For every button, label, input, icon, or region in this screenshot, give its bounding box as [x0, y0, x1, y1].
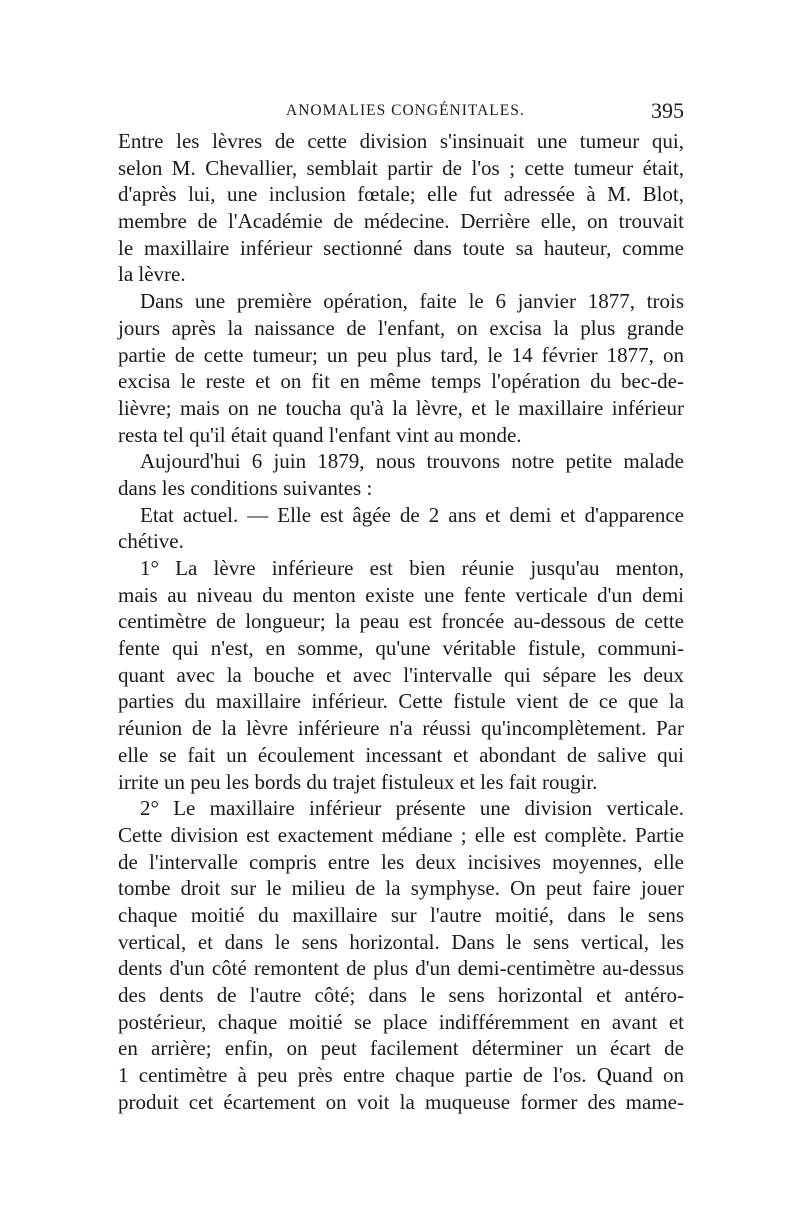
text-line: en arrière; enfin, on peut facilement déterminer un écart de: [118, 1036, 684, 1061]
text-line: Aujourd'hui 6 juin 1879, nous trouvons notre petite malade: [140, 449, 684, 474]
text-line: Dans une première opération, faite le 6 janvier 1877, trois: [140, 289, 684, 314]
text-line: 1 centimètre à peu près entre chaque partie de l'os. Quand on: [118, 1063, 684, 1088]
text-line: elle se fait un écoulement incessant et abondant de salive qui: [118, 742, 684, 767]
text-line: selon M. Chevallier, semblait partir de l'os ; cette tumeur était,: [118, 155, 684, 180]
text-line: de l'intervalle compris entre les deux incisives moyennes, elle: [118, 849, 684, 874]
text-line: Entre les lèvres de cette division s'insinuait une tumeur qui,: [118, 129, 684, 153]
text-line: le maxillaire inférieur sectionné dans toute sa hauteur, comme: [118, 235, 684, 260]
text-line: quant avec la bouche et avec l'intervalle qui sépare les deux: [118, 662, 684, 687]
text-line: partie de cette tumeur; un peu plus tard, le 14 février 1877, on: [118, 342, 684, 367]
text-line: excisa le reste et on fit en même temps l'opération du bec-de-: [118, 369, 684, 394]
text-line: réunion de la lèvre inférieure n'a réussi qu'incomplètement. Par: [118, 716, 684, 741]
text-line: tombe droit sur le milieu de la symphyse. On peut faire jouer: [118, 876, 684, 901]
running-header: [118, 100, 684, 126]
text-line: Etat actuel. — Elle est âgée de 2 ans et demi et d'apparence: [140, 502, 684, 527]
text-line: 1° La lèvre inférieure est bien réunie jusqu'au menton,: [140, 556, 684, 580]
text-line: parties du maxillaire inférieur. Cette fistule vient de ce que la: [118, 689, 684, 714]
text-line: mais au niveau du menton existe une fente verticale d'un demi: [118, 582, 684, 607]
text-line: postérieur, chaque moitié se place indifféremment en avant et: [118, 1009, 684, 1034]
text-line: d'après lui, une inclusion fœtale; elle fut adressée à M. Blot,: [118, 182, 684, 207]
text-line: lièvre; mais on ne toucha qu'à la lèvre, et le maxillaire inférieur: [118, 395, 684, 420]
text-line: fente qui n'est, en somme, qu'une véritable fistule, communi-: [118, 636, 684, 661]
text-line: la lèvre.: [118, 262, 186, 287]
text-line: irrite un peu les bords du trajet fistuleux et les fait rougir.: [118, 769, 598, 794]
text-line: jours après la naissance de l'enfant, on excisa la plus grande: [118, 315, 684, 340]
text-line: membre de l'Académie de médecine. Derrière elle, on trouvait: [118, 209, 684, 234]
body-text: [118, 128, 684, 1115]
text-line: dents d'un côté remontent de plus d'un demi-centimètre au-dessus: [118, 956, 684, 981]
text-line: centimètre de longueur; la peau est froncée au-dessous de cette: [118, 609, 684, 634]
text-line: chétive.: [118, 529, 184, 554]
text-line: des dents de l'autre côté; dans le sens horizontal et antéro-: [118, 983, 684, 1007]
text-line: chaque moitié du maxillaire sur l'autre moitié, dans le sens: [118, 902, 684, 927]
text-line: vertical, et dans le sens horizontal. Dans le sens vertical, les: [118, 929, 684, 954]
page-number: 395: [651, 98, 684, 123]
running-title: ANOMALIES CONGÉNITALES.: [286, 102, 525, 119]
text-line: Cette division est exactement médiane ; elle est complète. Partie: [118, 822, 684, 847]
text-line: dans les conditions suivantes :: [118, 475, 373, 500]
text-line: resta tel qu'il était quand l'enfant vint au monde.: [118, 422, 522, 447]
text-line: produit cet écartement on voit la muqueuse former des mame-: [118, 1089, 684, 1114]
text-line: 2° Le maxillaire inférieur présente une division verticale.: [140, 796, 684, 821]
